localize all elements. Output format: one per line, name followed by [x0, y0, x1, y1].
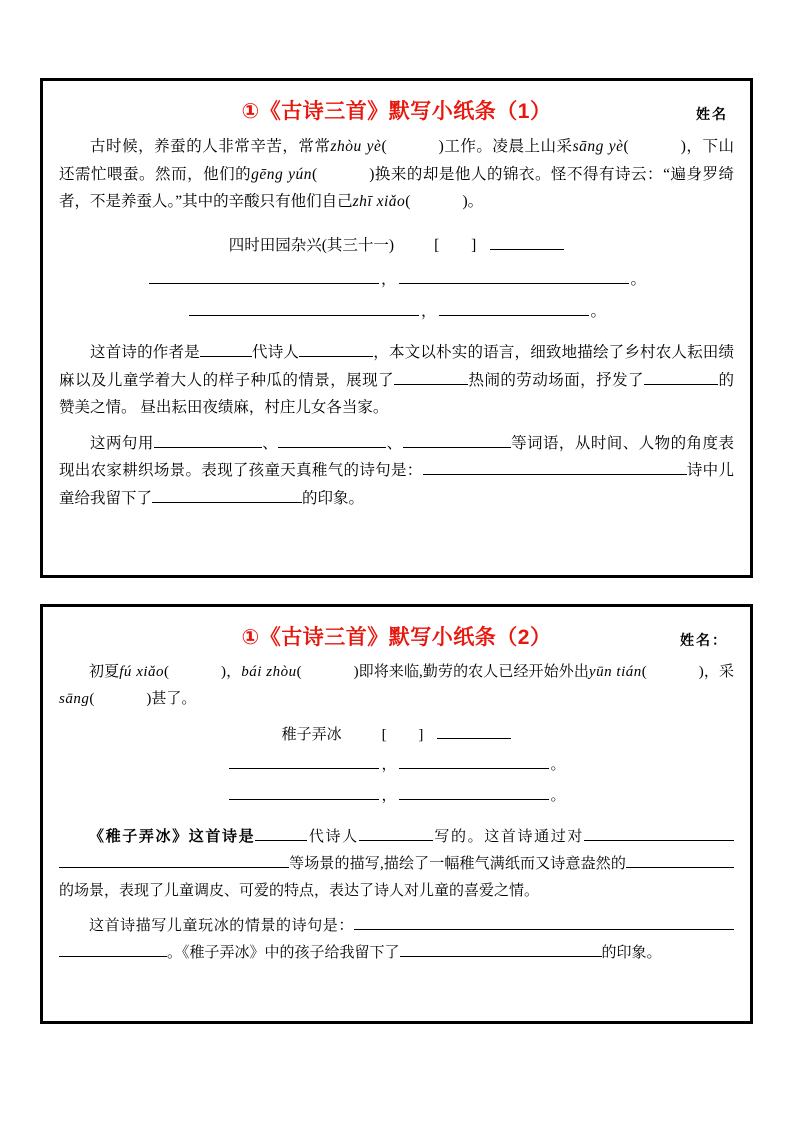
sheet-2-poem-line-2: ， 。 [59, 782, 734, 811]
sheet-2-name-label: 姓名： [680, 632, 728, 648]
pinyin-sangye: sāng yè [572, 138, 624, 155]
sheet-1-intro-paragraph: 古时候，养蚕的人非常辛苦，常常zhòu yè( )工作。凌晨上山采sāng yè( )，下山还需忙喂蚕。然而，他们的gēng yún( )换来的却是他人的锦衣。怪不得有诗云：“遍身罗绮者，不是养蚕人。”其中的辛酸只有他们自己zhī xiǎo( )。 [59, 138, 734, 211]
answer-blank[interactable] [644, 384, 718, 385]
intro-text-a: 古时候，养蚕的人非常辛苦，常常 [90, 138, 331, 155]
worksheet-card-1 [40, 78, 753, 578]
intro2-text-b: ， [226, 664, 242, 680]
sheet-2-analysis-paragraph-1 [59, 824, 734, 905]
answer-blank[interactable] [229, 768, 379, 769]
analysis2-text-d: 等词语，从时间、人物的角度表现出农家耕织场景。表现了孩童天真稚气的诗句是： [59, 434, 734, 480]
sheet-2-analysis-paragraph-2 [59, 913, 734, 967]
answer-blank[interactable] [423, 474, 653, 475]
answer-blank[interactable] [399, 799, 549, 800]
analysis2-1-text-c: 写的。这首诗通过对 [432, 828, 584, 845]
answer-blank[interactable] [626, 867, 734, 868]
answer-blank[interactable] [59, 867, 289, 868]
sheet-1-name-label: 姓名 [696, 106, 728, 122]
answer-blank[interactable] [299, 356, 373, 357]
intro2-text-e: 甚了。 [151, 691, 197, 707]
intro-text-c: ，下山还需忙喂蚕。然而，他们的 [59, 138, 734, 183]
answer-blank[interactable] [354, 929, 504, 930]
pinyin-zhouye: zhòu yè [330, 138, 382, 155]
intro2-text-c: 即将来临,勤劳的农人已经开始外出 [358, 664, 589, 680]
pinyin-yuntian: yūn tián [588, 664, 642, 680]
analysis2-2-text-b: 。《稚子弄冰》中的孩子给我留下了 [167, 944, 400, 961]
answer-blank[interactable] [504, 929, 734, 930]
analysis-text-d: 热闹的劳动场面，抒发了 [468, 371, 645, 389]
answer-blank[interactable] [154, 447, 262, 448]
answer-blank[interactable] [400, 956, 550, 957]
answer-blank[interactable] [278, 447, 386, 448]
sheet-2-title: ①《古诗三首》默写小纸条（2） [241, 626, 552, 649]
answer-blank[interactable] [359, 840, 433, 841]
answer-blank[interactable] [255, 840, 307, 841]
poem-author-bracket[interactable]: [ ] [434, 236, 491, 254]
analysis2-2-text-a: 这首诗描写儿童玩冰的情景的诗句是： [89, 917, 354, 934]
sheet-1-title: ①《古诗三首》默写小纸条（1） [241, 100, 552, 123]
pinyin-baizhou: bái zhòu [241, 664, 297, 680]
answer-blank[interactable] [399, 768, 549, 769]
analysis2-text-e: 诗中儿童给我留下了 [59, 462, 734, 507]
answer-blank[interactable] [550, 956, 602, 957]
intro2-text-a: 初夏 [89, 664, 120, 680]
answer-blank[interactable] [229, 799, 379, 800]
answer-blank[interactable] [189, 315, 419, 316]
intro-text-d: 换来的却是他人的锦衣。怪不得有诗云：“遍身罗绮者，不是养蚕人。”其中的辛酸只有他们自己 [59, 165, 734, 211]
spacer [59, 814, 734, 824]
answer-blank[interactable] [152, 502, 302, 503]
analysis-text-e: 的赞美之情。 [59, 371, 734, 417]
poem-author-bracket[interactable]: [ ] [381, 727, 438, 743]
sheet-1-analysis-paragraph-1 [59, 339, 734, 422]
answer-blank[interactable] [653, 474, 687, 475]
sheet-1-poem-title-row [59, 234, 734, 259]
pinyin-fuxiao: fú xiǎo [119, 664, 165, 680]
pinyin-zhixiao: zhī xiǎo [352, 193, 406, 211]
answer-blank[interactable] [200, 356, 252, 357]
analysis-text-a: 这首诗的作者是 [90, 343, 200, 361]
answer-blank[interactable] [490, 249, 564, 250]
pinyin-sang: sāng [59, 691, 90, 707]
analysis2-1-text-d: 等场景的描写,描绘了一幅稚气满纸而又诗意盎然的 [289, 855, 626, 872]
analysis2-text-a: 这两句用 [90, 434, 154, 452]
sheet-2-header [59, 621, 734, 651]
answer-blank[interactable] [394, 384, 468, 385]
poem-quote-line: 昼出耘田夜绩麻，村庄儿女各当家。 [140, 399, 389, 417]
answer-blank[interactable] [584, 840, 734, 841]
analysis2-text-f: 的印象。 [302, 489, 365, 507]
intro2-text-d: ，采 [703, 664, 734, 680]
sheet-1-poem-line-2: ， 。 [59, 297, 734, 327]
sheet-1-analysis-paragraph-2 [59, 430, 734, 513]
answer-blank[interactable] [439, 315, 589, 316]
worksheet-card-2 [40, 604, 753, 1024]
analysis-text-c: ，本文以朴实的语言，细致地描绘了乡村农人耘田绩麻以及儿童学着大人的样子种瓜的情景，展现了 [59, 343, 734, 389]
answer-blank[interactable] [399, 283, 629, 284]
sheet-1-header [59, 95, 734, 125]
intro-text-e: 。 [467, 193, 484, 211]
answer-blank[interactable] [59, 956, 167, 957]
sheet-2-poem-title-row [59, 723, 734, 747]
analysis2-1-text-a: 《稚子弄冰》这首诗是 [89, 828, 256, 845]
answer-blank[interactable] [437, 738, 511, 739]
analysis2-text-b: 、 [261, 434, 279, 452]
pinyin-gengyun: gēng yún [251, 165, 313, 183]
analysis2-1-text-b: 代诗人 [307, 828, 359, 845]
analysis2-text-c: 、 [386, 434, 403, 452]
sheet-2-poem-line-1: ， 。 [59, 751, 734, 780]
sheet-1-poem-line-1: ， 。 [59, 265, 734, 295]
intro-text-b: 工作。凌晨上山采 [443, 138, 573, 155]
sheet-2-intro-paragraph: 初夏fú xiǎo( )，bái zhòu( )即将来临,勤劳的农人已经开始外出yūn tián( )，采sāng( )甚了。 [59, 664, 734, 707]
poem-title: 稚子弄冰 [281, 727, 342, 743]
poem-title: 四时田园杂兴(其三十一) [228, 236, 395, 254]
answer-blank[interactable] [149, 283, 379, 284]
analysis2-2-text-c: 的印象。 [601, 944, 662, 961]
analysis2-1-text-e: 的场景，表现了儿童调皮、可爱的特点，表达了诗人对儿童的喜爱之情。 [59, 882, 540, 899]
analysis-text-b: 代诗人 [251, 343, 300, 361]
answer-blank[interactable] [403, 447, 511, 448]
spacer [59, 329, 734, 339]
